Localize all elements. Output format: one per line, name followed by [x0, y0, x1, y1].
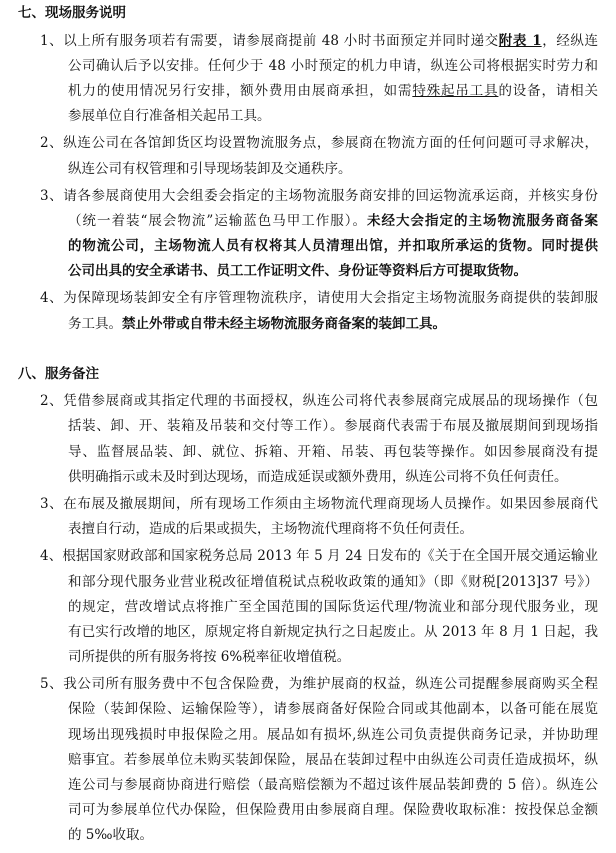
- line-text: ，经纵连: [541, 32, 598, 49]
- text-line: [68, 209, 598, 234]
- text-line: [68, 79, 598, 104]
- note-item-3: [0, 184, 616, 285]
- remark-item-4: [0, 544, 616, 670]
- text-line: [40, 29, 598, 54]
- line-text: （统一着装“展会物流”运输蓝色马甲工作服）。: [68, 212, 368, 229]
- text-line: 公司确认后予以安排。任何少于 48 小时预定的机力申请，纵连公司将根据实时劳力和: [68, 57, 598, 74]
- appendix-reference: 附表 1: [498, 32, 542, 49]
- bold-text: 未经大会指定的主场物流服务商备案: [367, 212, 598, 229]
- text-line: 现场出现残损时申报保险之用。展品如有损坏,纵连公司负责提供商务记录，并协助理: [68, 726, 598, 743]
- text-line: 2、凭借参展商或其指定代理的书面授权，纵连公司将代表参展商完成展品的现场操作（包: [40, 393, 598, 410]
- section-title: 八、服务备注: [18, 366, 99, 383]
- line-text: 务工具。: [68, 315, 122, 332]
- section-onsite-service: [0, 1, 616, 336]
- text-line: 有已实行改增的地区，原规定将自新规定执行之日起废止。从 2013 年 8 月 1 日起，我: [68, 623, 598, 640]
- text-line: 括装、卸、开、装箱及吊装和交付等工作）。参展商代表需于布展及撤展期间到现场指: [68, 418, 598, 435]
- bold-text-line: 的物流公司，主场物流人员有权将其人员清理出馆，并扣取所承运的货物。同时提供: [68, 238, 598, 255]
- line-text: 的设备，请相关: [498, 82, 599, 99]
- section-title: 七、现场服务说明: [18, 5, 126, 22]
- remark-item-2: [0, 389, 616, 490]
- note-item-1: [0, 29, 616, 130]
- text-line: 连公司与参展商协商进行赔偿（最高赔偿额为不超过该件展品装卸费的 5 倍）。纵连公: [68, 777, 598, 794]
- line-text: 1、以上所有服务项若有需要，请参展商提前 48 小时书面预定并同时递交: [40, 32, 499, 49]
- text-line: 和部分现代服务业营业税改征增值税试点税收政策的通知》（即《财税[2013]37 号》）: [68, 573, 598, 590]
- text-line: 导、监督展品装、卸、就位、拆箱、开箱、吊装、再包装等操作。如因参展商没有提: [68, 443, 598, 460]
- text-line: 保险（装卸保险、运输保险等），请参展商备好保险合同或其他副本，以备可能在展览: [68, 701, 598, 718]
- text-line: 5、我公司所有服务费中不包含保险费，为维护展商的权益，纵连公司提醒参展商购买全程: [40, 676, 598, 693]
- text-line: 表擅自行动，造成的后果或损失，主场物流代理商将不负任何责任。: [68, 521, 473, 538]
- text-line: [68, 312, 598, 337]
- remark-item-3: [0, 492, 616, 542]
- note-item-2: [0, 131, 616, 181]
- text-line: 纵连公司有权管理和引导现场装卸及交通秩序。: [68, 160, 352, 177]
- text-line: 司所提供的所有服务将按 6%税率征收增值税。: [68, 649, 351, 666]
- text-line: 参展单位自行准备相关起吊工具。: [68, 108, 271, 125]
- text-line: 4、根据国家财政部和国家税务总局 2013 年 5 月 24 日发布的《关于在全国开展交通运输业: [40, 548, 598, 565]
- note-item-4: [0, 286, 616, 336]
- text-line: 赔事宜。若参展单位未购买装卸保险，展品在装卸过程中由纵连公司责任造成损坏，纵: [68, 751, 598, 768]
- line-text: 机力的使用情况另行安排，额外费用由展商承担，如需: [68, 82, 413, 99]
- text-line: 3、在布展及撤展期间，所有现场工作须由主场物流代理商现场人员操作。如果因参展商代: [40, 495, 598, 512]
- text-line: 2、纵连公司在各馆卸货区均设置物流服务点，参展商在物流方面的任何问题可寻求解决，: [40, 135, 598, 152]
- bold-text-line: 公司出具的安全承诺书、员工工作证明文件、身份证等资料后方可提取货物。: [68, 263, 527, 280]
- bold-text: 禁止外带或自带未经主场物流服务商备案的装卸工具。: [122, 315, 446, 332]
- text-line: 供明确指示或未及时到达现场，而造成延误或额外费用，纵连公司将不负任何责任。: [68, 468, 568, 485]
- text-line: 4、为保障现场装卸安全有序管理物流秩序，请使用大会指定主场物流服务商提供的装卸服: [40, 290, 598, 307]
- underlined-text: 特殊起吊工具: [412, 82, 499, 99]
- text-line: 3、请各参展商使用大会组委会指定的主场物流服务商安排的回运物流承运商，并核实身份: [40, 187, 598, 204]
- section-service-remarks: [0, 362, 616, 849]
- text-line: 的 5‰收取。: [68, 827, 153, 844]
- remark-item-5: [0, 672, 616, 848]
- text-line: 司可为参展单位代办保险，但保险费用由参展商自理。保险费收取标准：按投保总金额: [68, 802, 598, 819]
- text-line: 的规定，营改增试点将推广至全国范围的国际货运代理/物流业和部分现代服务业，现: [68, 598, 598, 615]
